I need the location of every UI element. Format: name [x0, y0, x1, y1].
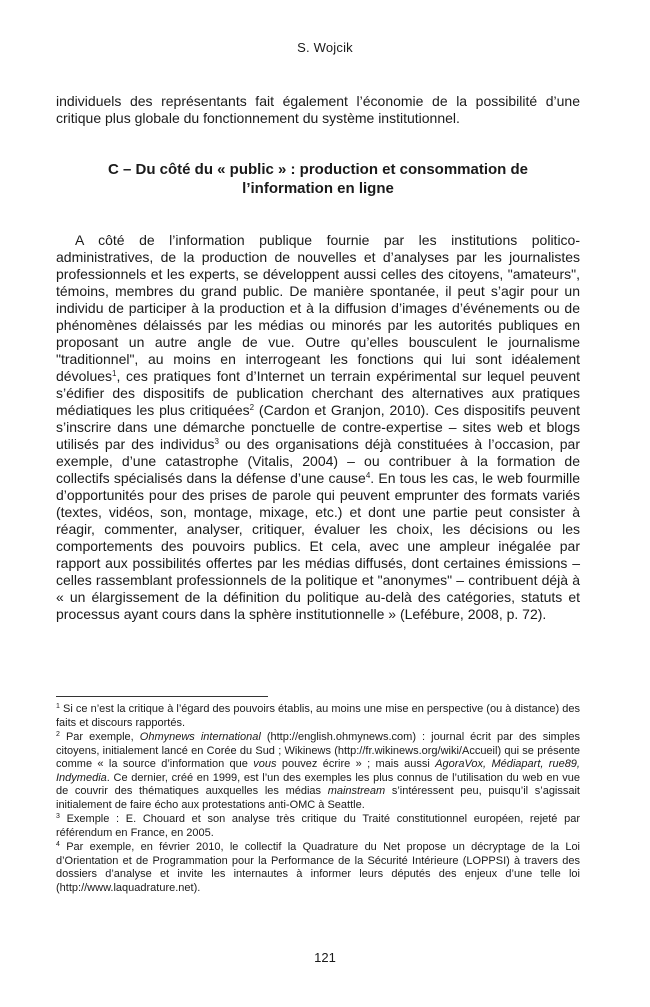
footnote-ref-1: 1: [112, 369, 117, 378]
footnote-text: . Ce dernier, créé en 1999, est l’un des exemples les plus connus de l’utilisation du web en vue de couvrir des thématiques auxquelles les médias: [56, 771, 580, 797]
section-heading-line1: C – Du côté du « public » : production et consommation de: [107, 161, 529, 178]
footnote-separator: [56, 696, 268, 697]
footnote-text: Par exemple,: [59, 731, 140, 743]
footnote-text: pouvez écrire » ; mais aussi: [276, 758, 436, 770]
footnote-italic: Ohmynews international: [139, 731, 261, 743]
footnote-text: (http://english.ohmynews.com) : journal écrit par des simples citoyens, initialement lancé en Corée du Sud ; Wikinews (http://fr.wikinews.org/wiki/Accueil) qui se présente comme « la source d’information que: [56, 731, 581, 770]
footnote-number: 2: [56, 731, 60, 738]
section-heading-line2: l’information en ligne: [242, 180, 394, 197]
footnote-4: [56, 841, 580, 895]
footnote-text: Si ce n’est la critique à l’égard des pouvoirs établis, au moins une mise en perspective (ou à distance) des faits et discours rapportés.: [56, 703, 580, 729]
main-paragraph-text: (Cardon et Granjon, 2010). Ces dispositifs peuvent s’inscrire dans une démarche ponctuelle de contre-expertise – sites web et blogs utilisés par des individus: [56, 402, 581, 452]
footnote-italic: AgoraVox, Médiapart, rue89, Indymedia: [56, 758, 580, 784]
footnote-italic: vous: [253, 758, 277, 770]
footnote-ref-4: 4: [365, 471, 371, 480]
footnote-1: [56, 703, 580, 730]
footnote-ref-3: 3: [214, 437, 219, 446]
footnote-2: [56, 731, 580, 812]
intro-paragraph: individuels des représentants fait également l’économie de la possibilité d’une critique plus globale du fonctionnement du système institutionnel.: [56, 93, 580, 126]
footnote-ref-2: 2: [249, 403, 255, 412]
footnote-italic: mainstream: [327, 785, 386, 797]
footnote-text: Par exemple, en février 2010, le collectif la Quadrature du Net propose un décryptage de la Loi d’Orientation et de Programmation pour la Performance de la Sécurité Intérieure (LOPPSI) à travers des dossiers d’analyse et invite les internautes à informer leurs députés des enjeux d’une telle loi (http://www.laquadrature.net).: [56, 841, 580, 894]
footnote-3: [56, 813, 580, 840]
footnote-number: 3: [56, 813, 60, 820]
footnote-text: s’intéressent peu, puisqu’il s’agissait initialement de faire écho aux protestations anti-OMC à Seattle.: [56, 785, 580, 811]
main-paragraph-text: ou des organisations déjà constituées à l’occasion, par exemple, d’une catastrophe (Vitalis, 2004) – ou contribuer à la formation de collectifs spécialisés dans la défense d’une cause: [56, 436, 580, 486]
footnote-number: 4: [56, 841, 60, 848]
section-heading: [56, 160, 580, 198]
running-header-author: S. Wojcik: [297, 40, 353, 55]
main-paragraph-text: . En tous les cas, le web fourmille d’opportunités pour des prises de parole qui peuvent emprunter des formats variés (textes, vidéos, son, montage, mixage, etc.) et dont une partie peut consister à réagir, commenter, analyser, critiquer, évaluer les choix, les décisions ou les comportements des pouvoirs publics. Et cela, avec une ampleur inégalée par rapport aux possibilités offertes par les médias diffusés, dont certaines émissions – celles rassemblant professionnels de la politique et "anonymes" – contribuent déjà à « un élargissement de la définition du politique au-delà des catégories, statuts et processus ayant cours dans la sphère institutionnelle » (Lefébure, 2008, p. 72).: [56, 470, 580, 622]
footnote-text: Exemple : E. Chouard et son analyse très critique du Traité constitutionnel européen, rejeté par référendum en France, en 2005.: [56, 813, 580, 839]
page-number: 121: [314, 950, 336, 965]
main-paragraph-text: A côté de l’information publique fournie par les institutions politico-administratives, de la production de nouvelles et d’analyses par les journalistes professionnels et les experts, se développent aussi celles des citoyens, "amateurs", témoins, membres du grand public. De manière spontanée, il peut s’agir pour un individu de participer à la production et à la diffusion d’images d’événements ou de phénomènes délaissés par les médias ou minorés par les autorités publiques en proposant un autre angle de vue. Outre qu’elles bousculent le journalisme "traditionnel", au moins en interrogeant les fonctions qui lui sont idéalement dévolues: [56, 232, 580, 384]
main-paragraph-text: , ces pratiques font d’Internet un terrain expérimental sur lequel peuvent s’édifier des dispositifs de publication cherchant des alternatives aux pratiques médiatiques les plus critiquées: [56, 368, 580, 418]
footnotes: [56, 703, 580, 896]
footnote-number: 1: [56, 703, 60, 710]
main-paragraph: [56, 232, 580, 623]
